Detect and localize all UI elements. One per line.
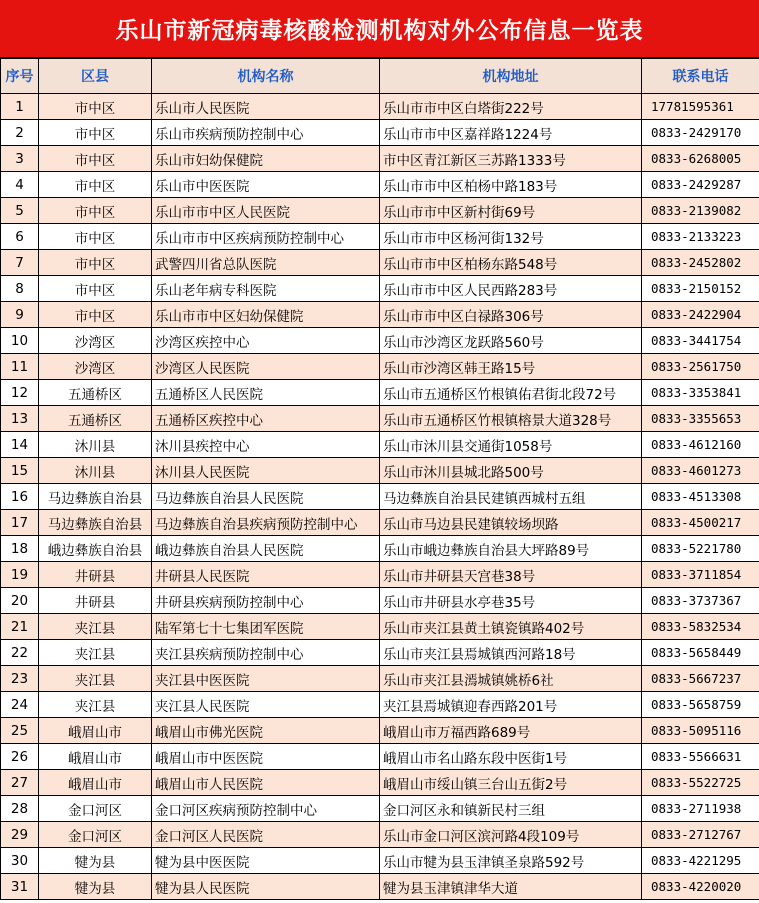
cell-phone: 0833-5221780 — [642, 536, 759, 562]
cell-no: 15 — [1, 458, 39, 484]
cell-district: 犍为县 — [39, 848, 152, 874]
cell-phone: 0833-5667237 — [642, 666, 759, 692]
cell-phone: 0833-4612160 — [642, 432, 759, 458]
cell-address: 乐山市峨边彝族自治县大坪路89号 — [380, 536, 642, 562]
cell-address: 乐山市市中区白禄路306号 — [380, 302, 642, 328]
cell-address: 市中区青江新区三苏路1333号 — [380, 146, 642, 172]
cell-no: 4 — [1, 172, 39, 198]
cell-phone: 0833-2133223 — [642, 224, 759, 250]
cell-no: 10 — [1, 328, 39, 354]
cell-no: 13 — [1, 406, 39, 432]
cell-district: 井研县 — [39, 562, 152, 588]
cell-district: 沐川县 — [39, 458, 152, 484]
cell-name: 马边彝族自治县疾病预防控制中心 — [152, 510, 380, 536]
cell-district: 峨眉山市 — [39, 744, 152, 770]
cell-address: 乐山市沙湾区龙跃路560号 — [380, 328, 642, 354]
cell-phone: 0833-2711938 — [642, 796, 759, 822]
cell-district: 沙湾区 — [39, 328, 152, 354]
header-district: 区县 — [39, 59, 152, 94]
cell-district: 市中区 — [39, 224, 152, 250]
table-row — [1, 770, 759, 796]
table-row — [1, 848, 759, 874]
cell-district: 市中区 — [39, 250, 152, 276]
cell-district: 夹江县 — [39, 640, 152, 666]
cell-name: 金口河区人民医院 — [152, 822, 380, 848]
cell-no: 26 — [1, 744, 39, 770]
cell-phone: 0833-4601273 — [642, 458, 759, 484]
cell-address: 乐山市夹江县焉城镇西河路18号 — [380, 640, 642, 666]
cell-name: 峨边彝族自治县人民医院 — [152, 536, 380, 562]
cell-address: 峨眉山市万福西路689号 — [380, 718, 642, 744]
cell-district: 犍为县 — [39, 874, 152, 900]
cell-address: 乐山市沐川县城北路500号 — [380, 458, 642, 484]
cell-phone: 0833-4500217 — [642, 510, 759, 536]
cell-no: 23 — [1, 666, 39, 692]
cell-name: 峨眉山市人民医院 — [152, 770, 380, 796]
cell-district: 市中区 — [39, 146, 152, 172]
cell-no: 14 — [1, 432, 39, 458]
sheet-title: 乐山市新冠病毒核酸检测机构对外公布信息一览表 — [0, 0, 759, 58]
cell-name: 沐川县疾控中心 — [152, 432, 380, 458]
table-row — [1, 380, 759, 406]
cell-name: 金口河区疾病预防控制中心 — [152, 796, 380, 822]
cell-name: 五通桥区疾控中心 — [152, 406, 380, 432]
cell-name: 沐川县人民医院 — [152, 458, 380, 484]
cell-name: 峨眉山市佛光医院 — [152, 718, 380, 744]
cell-phone: 0833-5832534 — [642, 614, 759, 640]
cell-name: 沙湾区人民医院 — [152, 354, 380, 380]
cell-address: 乐山市井研县天宫巷38号 — [380, 562, 642, 588]
cell-no: 5 — [1, 198, 39, 224]
table-row — [1, 276, 759, 302]
cell-no: 27 — [1, 770, 39, 796]
table-row — [1, 640, 759, 666]
cell-name: 五通桥区人民医院 — [152, 380, 380, 406]
cell-phone: 0833-5658759 — [642, 692, 759, 718]
table-row — [1, 536, 759, 562]
table-row — [1, 874, 759, 900]
table-row — [1, 224, 759, 250]
cell-name: 乐山市中医医院 — [152, 172, 380, 198]
cell-district: 夹江县 — [39, 666, 152, 692]
cell-no: 22 — [1, 640, 39, 666]
cell-phone: 0833-2150152 — [642, 276, 759, 302]
cell-address: 乐山市五通桥区竹根镇榕景大道328号 — [380, 406, 642, 432]
cell-district: 夹江县 — [39, 614, 152, 640]
cell-name: 夹江县疾病预防控制中心 — [152, 640, 380, 666]
cell-no: 9 — [1, 302, 39, 328]
cell-district: 五通桥区 — [39, 406, 152, 432]
cell-district: 夹江县 — [39, 692, 152, 718]
cell-address: 乐山市市中区嘉祥路1224号 — [380, 120, 642, 146]
cell-phone: 0833-2452802 — [642, 250, 759, 276]
cell-phone: 0833-5095116 — [642, 718, 759, 744]
cell-phone: 0833-2712767 — [642, 822, 759, 848]
table-row — [1, 510, 759, 536]
cell-district: 金口河区 — [39, 822, 152, 848]
cell-name: 乐山市市中区疾病预防控制中心 — [152, 224, 380, 250]
header-address: 机构地址 — [380, 59, 642, 94]
cell-phone: 17781595361 — [642, 94, 759, 120]
cell-district: 沙湾区 — [39, 354, 152, 380]
cell-address: 峨眉山市绥山镇三台山五街2号 — [380, 770, 642, 796]
cell-no: 21 — [1, 614, 39, 640]
cell-name: 峨眉山市中医医院 — [152, 744, 380, 770]
cell-address: 乐山市五通桥区竹根镇佑君街北段72号 — [380, 380, 642, 406]
cell-name: 犍为县中医医院 — [152, 848, 380, 874]
cell-phone: 0833-4513308 — [642, 484, 759, 510]
cell-no: 2 — [1, 120, 39, 146]
cell-address: 乐山市沐川县交通街1058号 — [380, 432, 642, 458]
cell-district: 峨眉山市 — [39, 770, 152, 796]
cell-address: 乐山市井研县水亭巷35号 — [380, 588, 642, 614]
cell-no: 11 — [1, 354, 39, 380]
cell-no: 12 — [1, 380, 39, 406]
cell-address: 马边彝族自治县民建镇西城村五组 — [380, 484, 642, 510]
cell-no: 6 — [1, 224, 39, 250]
cell-phone: 0833-3737367 — [642, 588, 759, 614]
cell-district: 井研县 — [39, 588, 152, 614]
table-row — [1, 146, 759, 172]
cell-address: 犍为县玉津镇津华大道 — [380, 874, 642, 900]
cell-address: 乐山市市中区杨河街132号 — [380, 224, 642, 250]
cell-address: 乐山市犍为县玉津镇圣泉路592号 — [380, 848, 642, 874]
cell-name: 乐山市疾病预防控制中心 — [152, 120, 380, 146]
table-row — [1, 328, 759, 354]
cell-address: 乐山市夹江县漹城镇姚桥6社 — [380, 666, 642, 692]
table-row — [1, 692, 759, 718]
cell-address: 乐山市夹江县黄土镇瓷镇路402号 — [380, 614, 642, 640]
cell-name: 乐山市市中区妇幼保健院 — [152, 302, 380, 328]
cell-district: 市中区 — [39, 302, 152, 328]
cell-address: 金口河区永和镇新民村三组 — [380, 796, 642, 822]
cell-phone: 0833-2422904 — [642, 302, 759, 328]
table-row — [1, 250, 759, 276]
cell-address: 乐山市市中区柏杨中路183号 — [380, 172, 642, 198]
table-row — [1, 614, 759, 640]
table-row — [1, 302, 759, 328]
cell-no: 7 — [1, 250, 39, 276]
cell-district: 峨边彝族自治县 — [39, 536, 152, 562]
cell-phone: 0833-6268005 — [642, 146, 759, 172]
cell-phone: 0833-4221295 — [642, 848, 759, 874]
cell-phone: 0833-4220020 — [642, 874, 759, 900]
cell-phone: 0833-2561750 — [642, 354, 759, 380]
cell-address: 乐山市马边县民建镇较场坝路 — [380, 510, 642, 536]
cell-name: 乐山市妇幼保健院 — [152, 146, 380, 172]
cell-address: 乐山市市中区柏杨东路548号 — [380, 250, 642, 276]
cell-name: 犍为县人民医院 — [152, 874, 380, 900]
cell-address: 夹江县焉城镇迎春西路201号 — [380, 692, 642, 718]
cell-no: 18 — [1, 536, 39, 562]
table-row — [1, 172, 759, 198]
table-row — [1, 796, 759, 822]
table-row — [1, 458, 759, 484]
table-row — [1, 666, 759, 692]
cell-district: 金口河区 — [39, 796, 152, 822]
cell-name: 陆军第七十七集团军医院 — [152, 614, 380, 640]
cell-district: 市中区 — [39, 94, 152, 120]
cell-address: 乐山市市中区人民西路283号 — [380, 276, 642, 302]
table-row — [1, 484, 759, 510]
cell-district: 市中区 — [39, 172, 152, 198]
table-row — [1, 120, 759, 146]
institution-table — [0, 58, 759, 900]
cell-no: 31 — [1, 874, 39, 900]
cell-no: 3 — [1, 146, 39, 172]
cell-address: 乐山市市中区白塔街222号 — [380, 94, 642, 120]
cell-phone: 0833-5566631 — [642, 744, 759, 770]
cell-name: 夹江县中医医院 — [152, 666, 380, 692]
table-row — [1, 432, 759, 458]
cell-phone: 0833-3441754 — [642, 328, 759, 354]
cell-no: 24 — [1, 692, 39, 718]
table-row — [1, 822, 759, 848]
cell-no: 29 — [1, 822, 39, 848]
cell-no: 1 — [1, 94, 39, 120]
cell-phone: 0833-5522725 — [642, 770, 759, 796]
table-row — [1, 198, 759, 224]
table-row — [1, 588, 759, 614]
cell-no: 17 — [1, 510, 39, 536]
cell-address: 乐山市市中区新村街69号 — [380, 198, 642, 224]
cell-name: 乐山市市中区人民医院 — [152, 198, 380, 224]
table-row — [1, 744, 759, 770]
cell-name: 武警四川省总队医院 — [152, 250, 380, 276]
table-row — [1, 94, 759, 120]
cell-phone: 0833-2139082 — [642, 198, 759, 224]
cell-phone: 0833-5658449 — [642, 640, 759, 666]
cell-phone: 0833-3355653 — [642, 406, 759, 432]
cell-no: 30 — [1, 848, 39, 874]
cell-district: 五通桥区 — [39, 380, 152, 406]
cell-name: 乐山老年病专科医院 — [152, 276, 380, 302]
cell-district: 马边彝族自治县 — [39, 484, 152, 510]
cell-phone: 0833-3711854 — [642, 562, 759, 588]
table-row — [1, 406, 759, 432]
cell-name: 乐山市人民医院 — [152, 94, 380, 120]
cell-no: 19 — [1, 562, 39, 588]
header-name: 机构名称 — [152, 59, 380, 94]
cell-name: 井研县疾病预防控制中心 — [152, 588, 380, 614]
cell-phone: 0833-2429287 — [642, 172, 759, 198]
header-no: 序号 — [1, 59, 39, 94]
cell-no: 25 — [1, 718, 39, 744]
cell-no: 8 — [1, 276, 39, 302]
cell-district: 峨眉山市 — [39, 718, 152, 744]
table-row — [1, 718, 759, 744]
cell-no: 20 — [1, 588, 39, 614]
cell-district: 马边彝族自治县 — [39, 510, 152, 536]
cell-name: 马边彝族自治县人民医院 — [152, 484, 380, 510]
cell-district: 市中区 — [39, 120, 152, 146]
cell-name: 沙湾区疾控中心 — [152, 328, 380, 354]
cell-phone: 0833-3353841 — [642, 380, 759, 406]
cell-no: 28 — [1, 796, 39, 822]
table-row — [1, 562, 759, 588]
cell-phone: 0833-2429170 — [642, 120, 759, 146]
table-row — [1, 354, 759, 380]
cell-address: 峨眉山市名山路东段中医街1号 — [380, 744, 642, 770]
cell-name: 井研县人民医院 — [152, 562, 380, 588]
header-phone: 联系电话 — [642, 59, 759, 94]
cell-no: 16 — [1, 484, 39, 510]
header-row — [1, 59, 759, 94]
cell-district: 市中区 — [39, 276, 152, 302]
cell-address: 乐山市金口河区滨河路4段109号 — [380, 822, 642, 848]
cell-district: 市中区 — [39, 198, 152, 224]
cell-name: 夹江县人民医院 — [152, 692, 380, 718]
cell-district: 沐川县 — [39, 432, 152, 458]
cell-address: 乐山市沙湾区韩王路15号 — [380, 354, 642, 380]
